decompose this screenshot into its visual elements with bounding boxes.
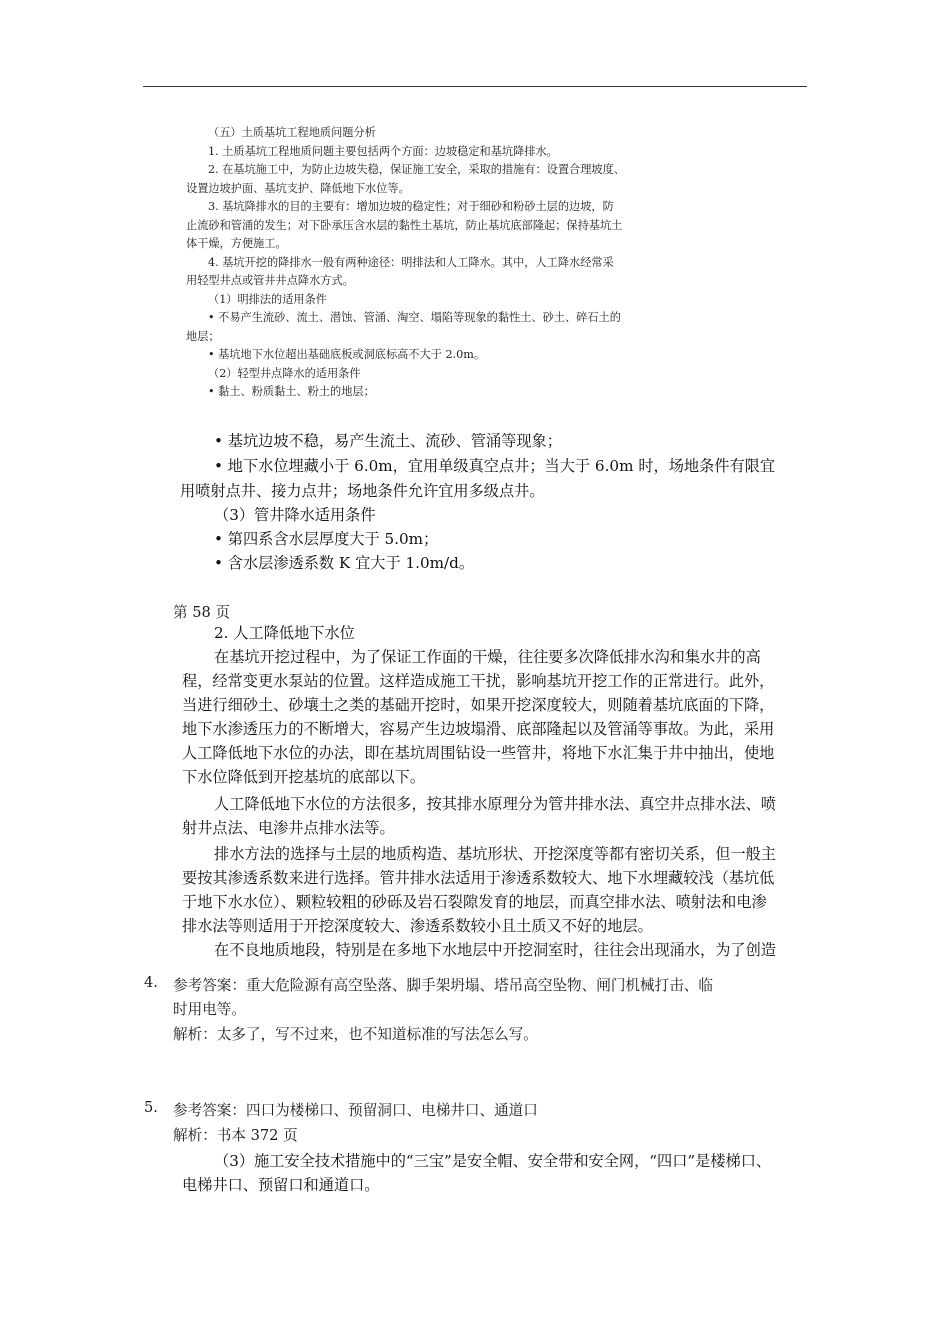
text-line: （2）轻型井点降水的适用条件: [208, 367, 361, 380]
subheading: 2. 人工降低地下水位: [214, 624, 355, 642]
text-line: 排水法等则适用于开挖深度较大、渗透系数较小且土质又不好的地层。: [182, 917, 653, 935]
text-line: （3）施工安全技术措施中的“三宝”是安全帽、安全带和安全网，“四口”是楼梯口、: [214, 1152, 772, 1170]
text-line: • 黏土、粉质黏土、粉土的地层；: [208, 385, 375, 398]
list-marker: 4.: [144, 974, 158, 991]
text-line: 3. 基坑降排水的目的主要有：增加边坡的稳定性；对于细砂和粉砂土层的边坡，防: [208, 200, 614, 213]
text-line: （1）明排法的适用条件: [208, 293, 327, 306]
page-label: 第 58 页: [173, 604, 231, 621]
text-line: • 不易产生流砂、流土、潜蚀、管涌、淘空、塌陷等现象的黏性土、砂土、碎石土的: [208, 311, 621, 324]
text-line: 体干燥，方便施工。: [186, 237, 287, 250]
text-line: 电梯井口、预留口和通道口。: [182, 1176, 380, 1194]
text-line: （3）管井降水适用条件: [214, 506, 376, 524]
text-line: • 含水层渗透系数 K 宜大于 1.0m/d。: [214, 554, 475, 572]
text-line: 程，经常变更水泵站的位置。这样造成施工干扰，影响基坑开挖工作的正常进行。此外，: [182, 672, 775, 690]
text-line: 地下水渗透压力的不断增大，容易产生边坡塌滑、底部隆起以及管涌等事故。为此，采用: [182, 720, 775, 738]
text-line: 用喷射点井、接力点井；场地条件允许宜用多级点井。: [180, 482, 545, 500]
list-marker: 5.: [144, 1099, 158, 1116]
text-line: • 基坑地下水位超出基础底板或洞底标高不大于 2.0m。: [208, 348, 486, 361]
text-line: 射井点法、电渗井点排水法等。: [182, 819, 395, 837]
text-line: 当进行细砂土、砂壤土之类的基础开挖时，如果开挖深度较大，则随着基坑底面的下降，: [182, 696, 775, 714]
text-line: 人工降低地下水位的办法，即在基坑周围钻设一些管井，将地下水汇集于井中抽出，使地: [182, 744, 775, 762]
text-line: 用轻型井点或管井井点降水方式。: [186, 274, 354, 287]
explanation-line: 解析：书本 372 页: [173, 1127, 298, 1144]
answer-line: 时用电等。: [173, 1001, 246, 1018]
section-heading: （五）土质基坑工程地质问题分析: [208, 126, 376, 139]
explanation-line: 解析：太多了，写不过来，也不知道标准的写法怎么写。: [173, 1026, 538, 1043]
text-line: 要按其渗透系数来进行选择。管井排水法适用于渗透系数较大、地下水埋藏较浅（基坑低: [182, 869, 775, 887]
text-line: • 基坑边坡不稳，易产生流土、流砂、管涌等现象；: [214, 432, 562, 450]
text-line: 止流砂和管涌的发生；对下卧承压含水层的黏性土基坑，防止基坑底部隆起；保持基坑土: [186, 219, 623, 232]
answer-line: 参考答案：四口为楼梯口、预留洞口、电梯井口、通道口: [173, 1102, 538, 1119]
text-line: 设置边坡护面、基坑支护、降低地下水位等。: [186, 182, 410, 195]
text-line: 1. 土质基坑工程地质问题主要包括两个方面：边坡稳定和基坑降排水。: [208, 145, 558, 158]
header-rule: [143, 86, 807, 87]
text-line: 下水位降低到开挖基坑的底部以下。: [182, 768, 425, 786]
text-line: 在基坑开挖过程中，为了保证工作面的干燥，往往要多次降低排水沟和集水井的高: [214, 648, 761, 666]
text-line: 地层；: [186, 330, 220, 343]
text-line: 在不良地质地段，特别是在多地下水地层中开挖洞室时，往往会出现涌水，为了创造: [214, 941, 776, 959]
text-line: 2. 在基坑施工中，为防止边坡失稳，保证施工安全，采取的措施有：设置合理坡度、: [208, 163, 625, 176]
text-line: 于地下水水位）、颗粒较粗的砂砾及岩石裂隙发育的地层，而真空排水法、喷射法和电渗: [182, 893, 767, 911]
text-line: 排水方法的选择与土层的地质构造、基坑形状、开挖深度等都有密切关系，但一般主: [214, 845, 776, 863]
text-line: 人工降低地下水位的方法很多，按其排水原理分为管井排水法、真空井点排水法、喷: [214, 795, 776, 813]
answer-line: 参考答案：重大危险源有高空坠落、脚手架坍塌、塔吊高空坠物、闸门机械打击、临: [173, 977, 713, 994]
text-line: • 第四系含水层厚度大于 5.0m；: [214, 530, 439, 548]
text-line: 4. 基坑开挖的降排水一般有两种途径：明排法和人工降水。其中，人工降水经常采: [208, 256, 614, 269]
text-line: • 地下水位埋藏小于 6.0m，宜用单级真空点井；当大于 6.0m 时，场地条件有限宜: [214, 457, 776, 475]
